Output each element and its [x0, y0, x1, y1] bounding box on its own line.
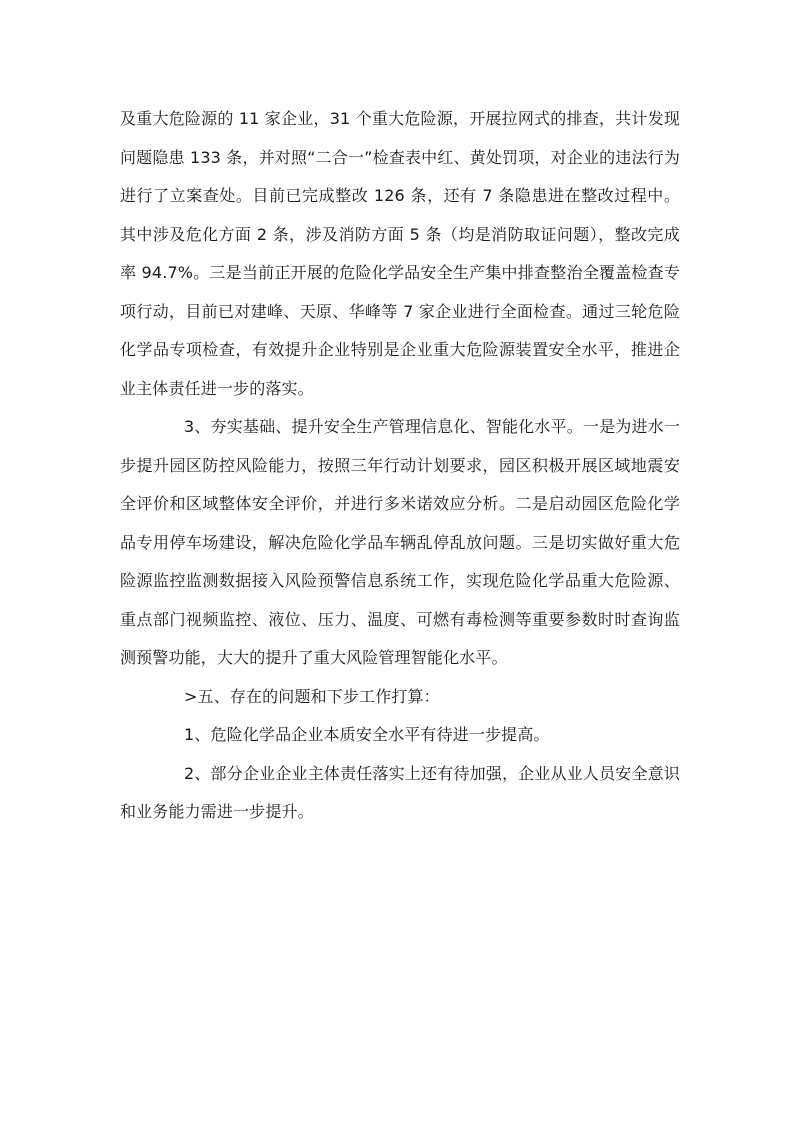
- paragraph-informatization: 3、夯实基础、提升安全生产管理信息化、智能化水平。一是为进水一步提升园区防控风险能力，按照三年行动计划要求，园区积极开展区域地震安全评价和区域整体安全评价，并进行多米诺效应分析。二是启动园区危险化学品专用停车场建设，解决危险化学品车辆乱停乱放问题。三是切实做好重大危险源监控监测数据接入风险预警信息系统工作，实现危险化学品重大危险源、重点部门视频监控、液位、压力、温度、可燃有毒检测等重要参数时时查询监测预警功能，大大的提升了重大风险管理智能化水平。: [120, 417, 680, 667]
- document-page: [120, 100, 680, 832]
- list-item-1: 1、危险化学品企业本质安全水平有待进一步提高。: [184, 725, 550, 744]
- paragraph-hazard-inspection: 及重大危险源的 11 家企业，31 个重大危险源，开展拉网式的排查，共计发现问题隐患 133 条，并对照“二合一”检查表中红、黄处罚项，对企业的违法行为进行了立案查处。目前已完成整改 126 条，还有 7 条隐患进在整改过程中。其中涉及危化方面 2 条，涉及消防方面 5 条（均是消防取证问题），整改完成率 94.7%。三是当前正开展的危险化学品安全生产集中排查整治全覆盖检查专项行动，目前已对建峰、天原、华峰等 7 家企业进行全面检查。通过三轮危险化学品专项检查，有效提升企业特别是企业重大危险源装置安全水平，推进企业主体责任进一步的落实。: [120, 109, 680, 398]
- section-heading-problems-plans: >五、存在的问题和下步工作打算：: [184, 686, 440, 706]
- list-item-2: 2、部分企业企业主体责任落实上还有待加强，企业从业人员安全意识和业务能力需进一步提升。: [120, 763, 680, 821]
